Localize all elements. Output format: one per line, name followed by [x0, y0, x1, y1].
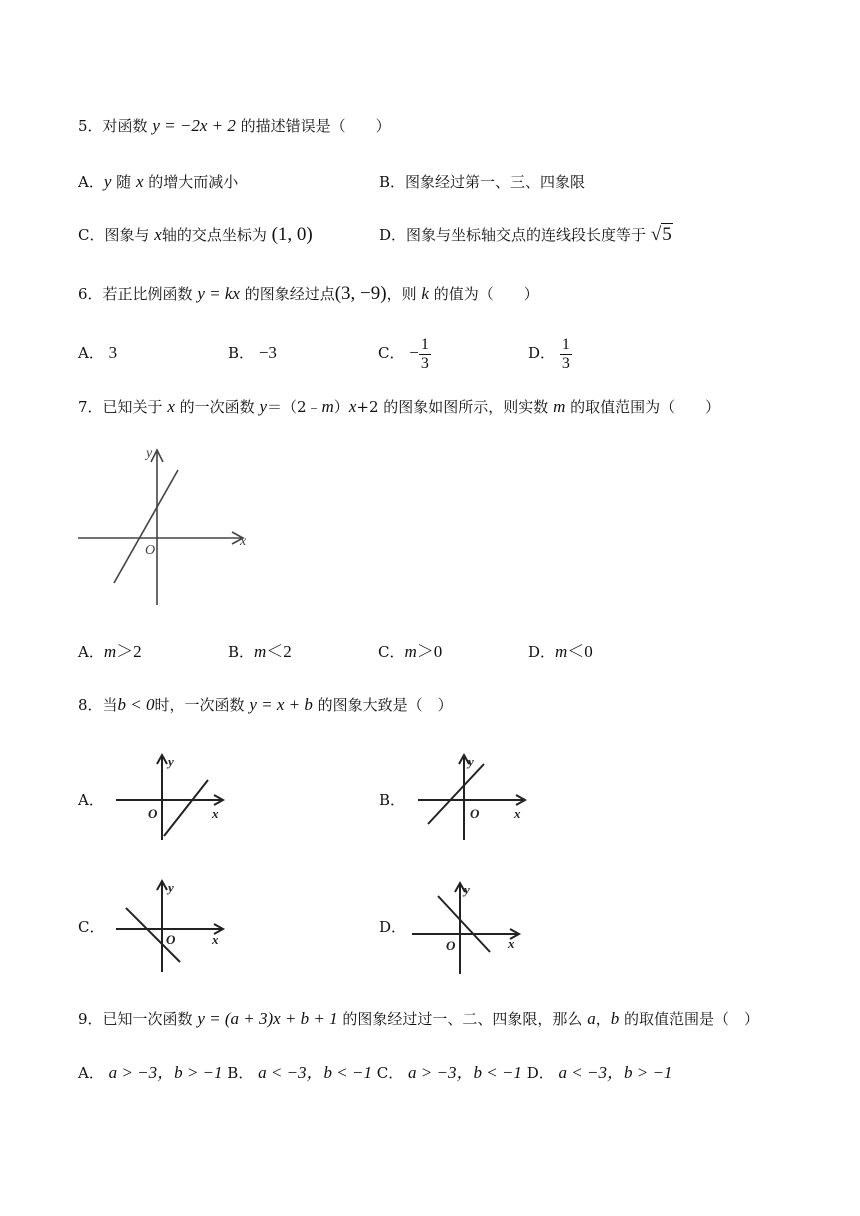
- q9-b-label: B．: [227, 1064, 254, 1082]
- q7-stem-m: m: [321, 397, 334, 416]
- q7-stem-expr1: ＝（2﹣: [267, 398, 322, 416]
- q8-c-y-label: y: [168, 880, 174, 895]
- q8-option-d-label: D．: [379, 918, 407, 936]
- q8-option-a-label: A．: [78, 791, 104, 809]
- q5-option-c: [78, 225, 313, 245]
- q6-stem-formula: y = kx: [197, 284, 240, 303]
- q9-c-math: a > −3，b < −1: [408, 1063, 522, 1082]
- q7-option-d: [528, 642, 593, 662]
- q9-stem-suffix: 的取值范围是（ ）: [624, 1010, 760, 1028]
- q6-c-fraction: [419, 336, 431, 373]
- q5-stem-formula: y = −2x + 2: [152, 116, 236, 135]
- q7-stem-suffix: 的图象如图所示，则实数: [383, 398, 549, 416]
- q7-stem-expr3: +2: [356, 398, 379, 416]
- q5-a-var-x: x: [135, 172, 144, 191]
- q9-stem-formula: y = (a + 3)x + b + 1: [197, 1009, 338, 1028]
- q7-b-rest: ＜2: [266, 642, 292, 661]
- q8-b-y-label: y: [468, 754, 474, 769]
- q7-option-c: [378, 642, 442, 662]
- q6-d-fraction: [560, 336, 572, 373]
- q7-stem-y: y: [259, 397, 267, 416]
- q9-stem: [78, 1009, 759, 1029]
- q7-a-label: A．: [78, 643, 104, 661]
- q8-stem-prefix: 8．当: [78, 696, 118, 714]
- q7-a-var: m: [103, 642, 117, 661]
- q8-b-x-label: x: [514, 806, 521, 821]
- q9-stem-mid: 的图象经过过一、二、四象限，那么: [342, 1010, 583, 1028]
- q7-stem-end: 的取值范围为（ ）: [570, 398, 721, 416]
- q5-c-point: (1, 0): [271, 224, 313, 245]
- q6-option-a: [78, 343, 117, 363]
- q5-option-a: [78, 172, 238, 192]
- q8-a-x-label: x: [212, 806, 219, 821]
- q7-d-label: D．: [528, 643, 556, 661]
- q9-c-label: C．: [376, 1064, 404, 1082]
- q9-a-label: A．: [78, 1064, 104, 1082]
- q6-c-num: 1: [420, 335, 429, 353]
- q7-stem-prefix: 7．已知关于: [78, 398, 163, 416]
- q5-stem-prefix: 5．对函数: [78, 117, 148, 135]
- q5-option-b: B．图象经过第一、三、四象限: [379, 173, 586, 191]
- q5-c-prefix: C．图象与: [78, 226, 150, 244]
- q6-a-value: 3: [108, 343, 118, 362]
- q6-option-c: [378, 333, 431, 373]
- q9-b-math: a < −3，b < −1: [258, 1063, 372, 1082]
- q5-stem: [78, 116, 391, 136]
- q8-c-origin-label: O: [166, 932, 176, 947]
- q6-d-den: 3: [561, 354, 570, 372]
- q7-stem-expr2: ）: [333, 398, 349, 416]
- q9-stem-comma: ，: [595, 1010, 611, 1028]
- q8-option-d-graph: [408, 880, 528, 976]
- q6-option-d: [528, 333, 572, 373]
- q8-d-x-label: x: [508, 936, 515, 951]
- q8-option-c-label: C．: [78, 918, 105, 936]
- q9-d-math: a < −3，b > −1: [558, 1063, 673, 1082]
- q5-option-d: [379, 225, 673, 245]
- q7-stem-x: x: [348, 397, 357, 416]
- q9-d-label: D．: [526, 1064, 554, 1082]
- q7-d-rest: ＜0: [567, 642, 593, 661]
- q8-a-function-line: [164, 780, 208, 836]
- q7-b-label: B．: [228, 643, 255, 661]
- q6-c-sign: −: [409, 343, 419, 362]
- q5-c-suffix: 轴的交点坐标为: [161, 226, 267, 244]
- q6-stem: [78, 284, 539, 304]
- q5-stem-suffix: 的描述错误是（ ）: [240, 117, 391, 135]
- q6-stem-mid2: ，则: [386, 285, 417, 303]
- q7-stem: [78, 397, 720, 417]
- q5-d-prefix: D．图象与坐标轴交点的连线段长度等于: [379, 226, 647, 244]
- q7-option-a: [78, 642, 142, 662]
- q6-stem-point: (3, −9): [334, 283, 387, 304]
- q7-c-rest: ＞0: [416, 642, 443, 661]
- q6-stem-suffix: 的值为（ ）: [433, 285, 539, 303]
- q6-b-value: −3: [258, 343, 277, 362]
- q7-c-var: m: [404, 642, 417, 661]
- q7-c-label: C．: [378, 643, 405, 661]
- q8-c-x-label: x: [212, 932, 219, 947]
- q8-a-origin-label: O: [148, 806, 158, 821]
- q8-stem-formula: y = x + b: [249, 695, 313, 714]
- q8-b-origin-label: O: [470, 806, 480, 821]
- q5-a-mid: 随: [116, 173, 132, 191]
- q6-option-b: [228, 343, 277, 363]
- q5-c-var: x: [154, 225, 162, 244]
- q9-options: [78, 1063, 672, 1083]
- q8-option-b-graph: [414, 752, 534, 842]
- q7-stem-mid: 的一次函数: [179, 398, 255, 416]
- q6-stem-var: k: [421, 284, 429, 303]
- q8-option-a-graph: [112, 752, 232, 842]
- q9-stem-b: b: [610, 1009, 620, 1028]
- q5-d-radicand: 5: [662, 224, 672, 245]
- q7-option-b: [228, 642, 292, 662]
- q8-a-y-label: y: [168, 754, 174, 769]
- q7-graph: [72, 440, 262, 610]
- q7-x-label: x: [240, 534, 247, 549]
- q8-stem-condition: b < 0: [117, 695, 155, 714]
- q6-c-den: 3: [420, 354, 429, 372]
- q5-a-suffix: 的增大而减小: [148, 173, 239, 191]
- q7-stem-var: x: [167, 397, 175, 416]
- q6-d-label: D．: [528, 344, 556, 362]
- q6-stem-prefix: 6．若正比例函数: [78, 285, 193, 303]
- q5-a-label: A．: [78, 173, 104, 191]
- q7-a-rest: ＞2: [116, 642, 142, 661]
- q8-stem-suffix: 的图象大致是（ ）: [317, 696, 453, 714]
- q7-d-var: m: [555, 642, 568, 661]
- q8-stem-mid: 时，一次函数: [154, 696, 245, 714]
- q7-origin-label: O: [145, 543, 156, 558]
- q6-b-label: B．: [228, 344, 255, 362]
- q7-function-line: [114, 470, 178, 583]
- q7-stem-m2: m: [553, 397, 566, 416]
- q7-y-label: y: [146, 446, 153, 461]
- q6-d-num: 1: [561, 335, 570, 353]
- q5-a-var-y: y: [103, 172, 112, 191]
- q8-option-c-graph: [112, 878, 232, 974]
- q9-a-math: a > −3，b > −1: [108, 1063, 223, 1082]
- q7-b-var: m: [254, 642, 267, 661]
- q9-stem-prefix: 9．已知一次函数: [78, 1010, 193, 1028]
- q8-d-y-label: y: [464, 882, 470, 897]
- q6-a-label: A．: [78, 344, 104, 362]
- q9-stem-a: a: [587, 1009, 596, 1028]
- q8-option-b-label: B．: [379, 791, 406, 809]
- q6-stem-mid: 的图象经过点: [244, 285, 335, 303]
- sqrt-icon: √5: [650, 224, 672, 245]
- q6-c-label: C．: [378, 344, 405, 362]
- q8-stem: [78, 695, 453, 715]
- q8-d-origin-label: O: [446, 938, 456, 953]
